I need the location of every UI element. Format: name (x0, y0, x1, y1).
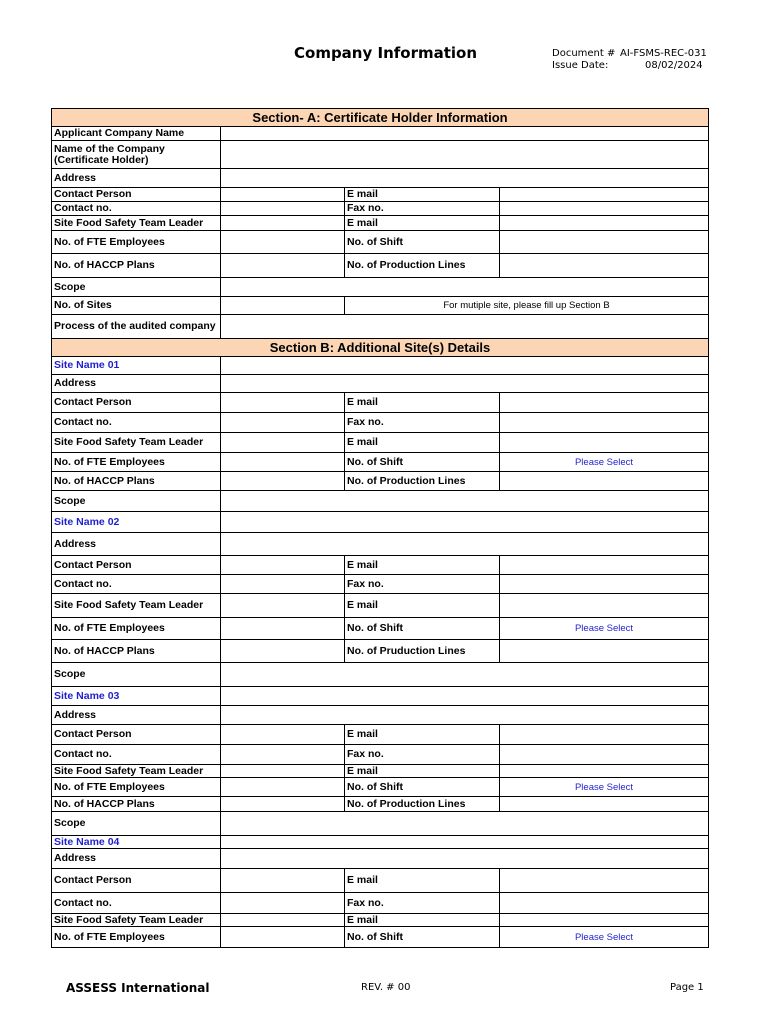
field-input[interactable] (221, 169, 709, 188)
field-input[interactable] (500, 202, 709, 216)
field-label: E mail (345, 393, 500, 413)
field-input[interactable] (221, 254, 345, 278)
form-row (52, 141, 709, 169)
field-label: No. of Shift (345, 453, 500, 472)
site-name-label: Site Name 01 (52, 357, 221, 375)
form-row (52, 745, 709, 765)
field-label: Address (52, 375, 221, 393)
section-header: Section- A: Certificate Holder Information (52, 109, 709, 127)
section-header-row (52, 339, 709, 357)
field-label: No. of Shift (345, 778, 500, 797)
field-label: No. of FTE Employees (52, 453, 221, 472)
field-label: E mail (345, 188, 500, 202)
field-label: No. of FTE Employees (52, 778, 221, 797)
field-label: No. of Shift (345, 927, 500, 948)
field-input[interactable] (221, 278, 709, 297)
form-row (52, 512, 709, 533)
field-label: Contact Person (52, 869, 221, 893)
field-input[interactable] (221, 315, 709, 339)
form-row (52, 393, 709, 413)
field-input[interactable] (221, 575, 345, 594)
form-row (52, 472, 709, 491)
field-label: No. of Production Lines (345, 254, 500, 278)
field-input[interactable] (221, 745, 345, 765)
issue-date-value: 08/02/2024 (645, 60, 703, 71)
field-label: No. of Production Lines (345, 797, 500, 812)
document-number-label: Document # (552, 48, 616, 59)
please-select-dropdown[interactable]: Please Select (500, 927, 709, 948)
field-input[interactable] (221, 533, 709, 556)
form-row (52, 297, 709, 315)
field-input[interactable] (221, 765, 345, 778)
field-input[interactable] (221, 618, 345, 640)
field-input[interactable] (221, 297, 345, 315)
field-label: Contact no. (52, 413, 221, 433)
field-label: Site Food Safety Team Leader (52, 216, 221, 231)
field-label: Contact Person (52, 393, 221, 413)
field-label: Fax no. (345, 202, 500, 216)
field-label: Contact no. (52, 893, 221, 914)
field-input[interactable] (221, 202, 345, 216)
form-row (52, 127, 709, 141)
field-input[interactable] (221, 556, 345, 575)
field-input[interactable] (500, 893, 709, 914)
field-label: No. of Sites (52, 297, 221, 315)
field-label: Contact Person (52, 725, 221, 745)
field-input[interactable] (221, 797, 345, 812)
field-label: E mail (345, 725, 500, 745)
document-number-value: AI-FSMS-REC-031 (620, 48, 707, 59)
field-input[interactable] (500, 216, 709, 231)
field-label: Fax no. (345, 893, 500, 914)
field-label: E mail (345, 765, 500, 778)
field-input[interactable] (221, 141, 709, 169)
form-row (52, 927, 709, 948)
field-input[interactable] (221, 869, 345, 893)
field-label: E mail (345, 216, 500, 231)
field-label: E mail (345, 869, 500, 893)
field-label: No. of FTE Employees (52, 231, 221, 254)
form-row (52, 533, 709, 556)
field-label: Scope (52, 491, 221, 512)
field-input[interactable] (221, 836, 709, 849)
form-row (52, 869, 709, 893)
field-label: E mail (345, 914, 500, 927)
field-label: No. of HACCP Plans (52, 472, 221, 491)
field-input[interactable] (500, 433, 709, 453)
field-note: For mutiple site, please fill up Section B (345, 297, 709, 315)
field-label: Fax no. (345, 413, 500, 433)
field-label: Address (52, 706, 221, 725)
field-input[interactable] (500, 413, 709, 433)
field-label: Scope (52, 278, 221, 297)
field-input[interactable] (221, 231, 345, 254)
please-select-dropdown[interactable]: Please Select (500, 453, 709, 472)
form-row (52, 687, 709, 706)
field-input[interactable] (221, 687, 709, 706)
field-input[interactable] (221, 893, 345, 914)
field-label: Address (52, 169, 221, 188)
field-label: E mail (345, 433, 500, 453)
form-row (52, 765, 709, 778)
field-input[interactable] (500, 594, 709, 618)
field-label: Contact Person (52, 188, 221, 202)
field-input[interactable] (221, 357, 709, 375)
field-input[interactable] (500, 765, 709, 778)
field-input[interactable] (221, 849, 709, 869)
field-label: Contact no. (52, 202, 221, 216)
field-input[interactable] (221, 472, 345, 491)
field-input[interactable] (500, 556, 709, 575)
form-row (52, 188, 709, 202)
field-label: E mail (345, 556, 500, 575)
form-row (52, 413, 709, 433)
field-input[interactable] (500, 393, 709, 413)
field-label: E mail (345, 594, 500, 618)
field-input[interactable] (221, 812, 709, 836)
field-input[interactable] (221, 594, 345, 618)
field-label: No. of HACCP Plans (52, 797, 221, 812)
field-label: No. of Production Lines (345, 472, 500, 491)
field-label: Scope (52, 812, 221, 836)
field-label: Contact no. (52, 745, 221, 765)
field-input[interactable] (500, 797, 709, 812)
field-label: Contact Person (52, 556, 221, 575)
site-name-label: Site Name 03 (52, 687, 221, 706)
company-information-form (51, 108, 709, 948)
field-label: Contact no. (52, 575, 221, 594)
form-row (52, 725, 709, 745)
form-row (52, 640, 709, 663)
field-input[interactable] (221, 491, 709, 512)
form-row (52, 231, 709, 254)
form-row (52, 778, 709, 797)
footer-company: ASSESS International (66, 981, 210, 995)
form-row (52, 797, 709, 812)
field-input[interactable] (221, 706, 709, 725)
field-input[interactable] (221, 663, 709, 687)
form-row (52, 556, 709, 575)
form-row (52, 663, 709, 687)
form-row (52, 594, 709, 618)
form-row (52, 849, 709, 869)
field-label: Scope (52, 663, 221, 687)
form-row (52, 618, 709, 640)
please-select-dropdown[interactable]: Please Select (500, 778, 709, 797)
form-row (52, 453, 709, 472)
field-label: Site Food Safety Team Leader (52, 433, 221, 453)
footer-revision: REV. # 00 (361, 982, 411, 993)
form-row (52, 491, 709, 512)
issue-date-label: Issue Date: (552, 60, 609, 71)
form-row (52, 216, 709, 231)
form-row (52, 433, 709, 453)
site-name-label: Site Name 02 (52, 512, 221, 533)
section-header: Section B: Additional Site(s) Details (52, 339, 709, 357)
field-input[interactable] (500, 869, 709, 893)
field-label: No. of Pruduction Lines (345, 640, 500, 663)
form-row (52, 169, 709, 188)
field-input[interactable] (221, 453, 345, 472)
field-label: Address (52, 849, 221, 869)
field-label: Site Food Safety Team Leader (52, 594, 221, 618)
field-input[interactable] (500, 472, 709, 491)
field-input[interactable] (500, 640, 709, 663)
form-row (52, 315, 709, 339)
section-header-row (52, 109, 709, 127)
field-label: Site Food Safety Team Leader (52, 914, 221, 927)
field-input[interactable] (500, 231, 709, 254)
field-label: Site Food Safety Team Leader (52, 765, 221, 778)
field-label: No. of Shift (345, 618, 500, 640)
field-input[interactable] (500, 254, 709, 278)
field-label: Process of the audited company (52, 315, 221, 339)
please-select-dropdown[interactable]: Please Select (500, 618, 709, 640)
field-input[interactable] (221, 512, 709, 533)
field-input[interactable] (221, 375, 709, 393)
form-row (52, 893, 709, 914)
form-row (52, 357, 709, 375)
form-row (52, 375, 709, 393)
field-input[interactable] (500, 914, 709, 927)
field-input[interactable] (500, 188, 709, 202)
field-label: No. of Shift (345, 231, 500, 254)
field-label: No. of FTE Employees (52, 927, 221, 948)
field-label: Fax no. (345, 575, 500, 594)
form-row (52, 812, 709, 836)
field-input[interactable] (500, 745, 709, 765)
field-input[interactable] (221, 927, 345, 948)
field-input[interactable] (221, 127, 709, 141)
form-row (52, 254, 709, 278)
form-row (52, 836, 709, 849)
field-label: Fax no. (345, 745, 500, 765)
field-label: No. of FTE Employees (52, 618, 221, 640)
site-name-label: Site Name 04 (52, 836, 221, 849)
field-input[interactable] (221, 914, 345, 927)
field-label: No. of HACCP Plans (52, 254, 221, 278)
form-row (52, 706, 709, 725)
footer-page-number: Page 1 (670, 982, 704, 993)
field-label: Address (52, 533, 221, 556)
field-input[interactable] (500, 575, 709, 594)
field-input[interactable] (221, 433, 345, 453)
form-row (52, 575, 709, 594)
field-input[interactable] (221, 725, 345, 745)
field-input[interactable] (500, 725, 709, 745)
form-row (52, 278, 709, 297)
field-input[interactable] (221, 393, 345, 413)
form-row (52, 202, 709, 216)
field-input[interactable] (221, 413, 345, 433)
field-input[interactable] (221, 640, 345, 663)
form-row (52, 914, 709, 927)
field-input[interactable] (221, 188, 345, 202)
field-label: No. of HACCP Plans (52, 640, 221, 663)
field-label: Name of the Company (Certificate Holder) (52, 141, 221, 169)
field-label: Applicant Company Name (52, 127, 221, 141)
page-title: Company Information (294, 44, 478, 62)
field-input[interactable] (221, 778, 345, 797)
field-input[interactable] (221, 216, 345, 231)
